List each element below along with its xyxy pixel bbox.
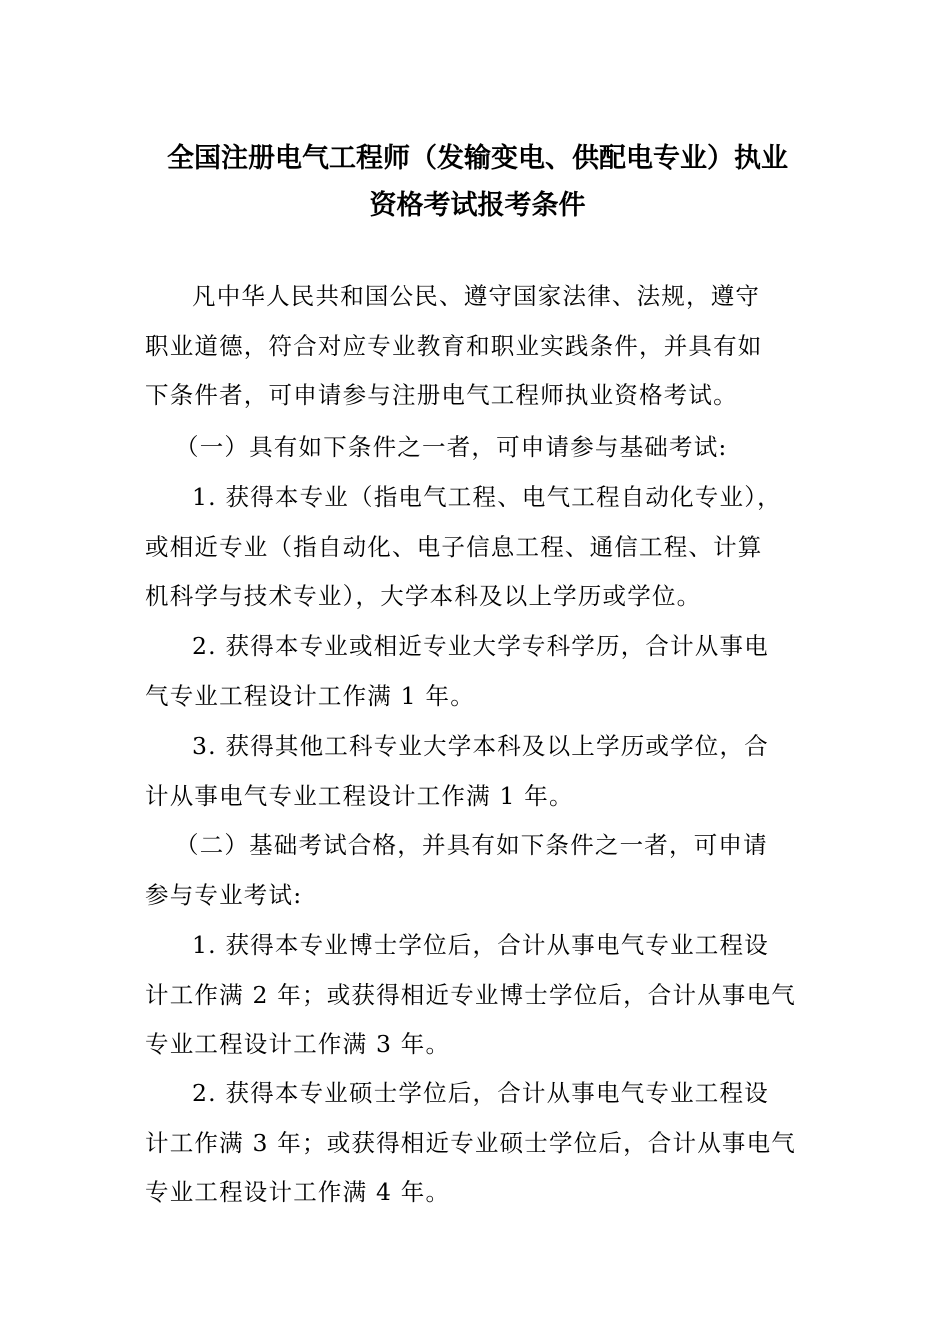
item-line: 计从事电气专业工程设计工作满 1 年。 — [145, 781, 574, 810]
section-1-heading — [145, 423, 810, 473]
intro-paragraph — [145, 272, 810, 421]
section-2-item-2 — [145, 1069, 810, 1218]
section-heading-line: （一）具有如下条件之一者，可申请参与基础考试: — [175, 433, 728, 461]
section-1-item-3 — [145, 722, 810, 821]
intro-line: 下条件者，可申请参与注册电气工程师执业资格考试。 — [145, 381, 738, 409]
item-line: 1. 获得本专业（指电气工程、电气工程自动化专业）， — [192, 483, 782, 511]
intro-line: 凡中华人民共和国公民、遵守国家法律、法规，遵守 — [192, 282, 761, 310]
item-line: 专业工程设计工作满 3 年。 — [145, 1030, 451, 1058]
item-line: 1. 获得本专业博士学位后，合计从事电气专业工程设 — [192, 931, 769, 959]
item-line: 2. 获得本专业硕士学位后，合计从事电气专业工程设 — [192, 1079, 769, 1107]
section-2-heading — [145, 821, 810, 920]
item-line: 机科学与技术专业），大学本科及以上学历或学位。 — [145, 582, 702, 610]
document-title-line-1: 全国注册电气工程师（发输变电、供配电专业）执业 — [167, 143, 788, 174]
item-line: 计工作满 3 年；或获得相近专业硕士学位后，合计从事电气 — [145, 1128, 796, 1157]
item-line: 计工作满 2 年；或获得相近专业博士学位后，合计从事电气 — [145, 980, 796, 1009]
intro-line: 职业道德，符合对应专业教育和职业实践条件，并具有如 — [145, 331, 763, 360]
item-line: 专业工程设计工作满 4 年。 — [145, 1178, 451, 1206]
section-2-item-1 — [145, 921, 810, 1070]
item-line: 气专业工程设计工作满 1 年。 — [145, 681, 475, 710]
section-heading-line: 参与专业考试: — [145, 880, 303, 909]
item-line: 2. 获得本专业或相近专业大学专科学历，合计从事电 — [192, 632, 769, 660]
section-1-item-1 — [145, 473, 810, 622]
document-title-line-2: 资格考试报考条件 — [369, 190, 586, 221]
item-line: 或相近专业（指自动化、电子信息工程、通信工程、计算 — [145, 532, 763, 561]
section-heading-line: （二）基础考试合格，并具有如下条件之一者，可申请 — [175, 831, 768, 859]
item-line: 3. 获得其他工科专业大学本科及以上学历或学位，合 — [192, 732, 769, 760]
section-1-item-2 — [145, 622, 810, 721]
